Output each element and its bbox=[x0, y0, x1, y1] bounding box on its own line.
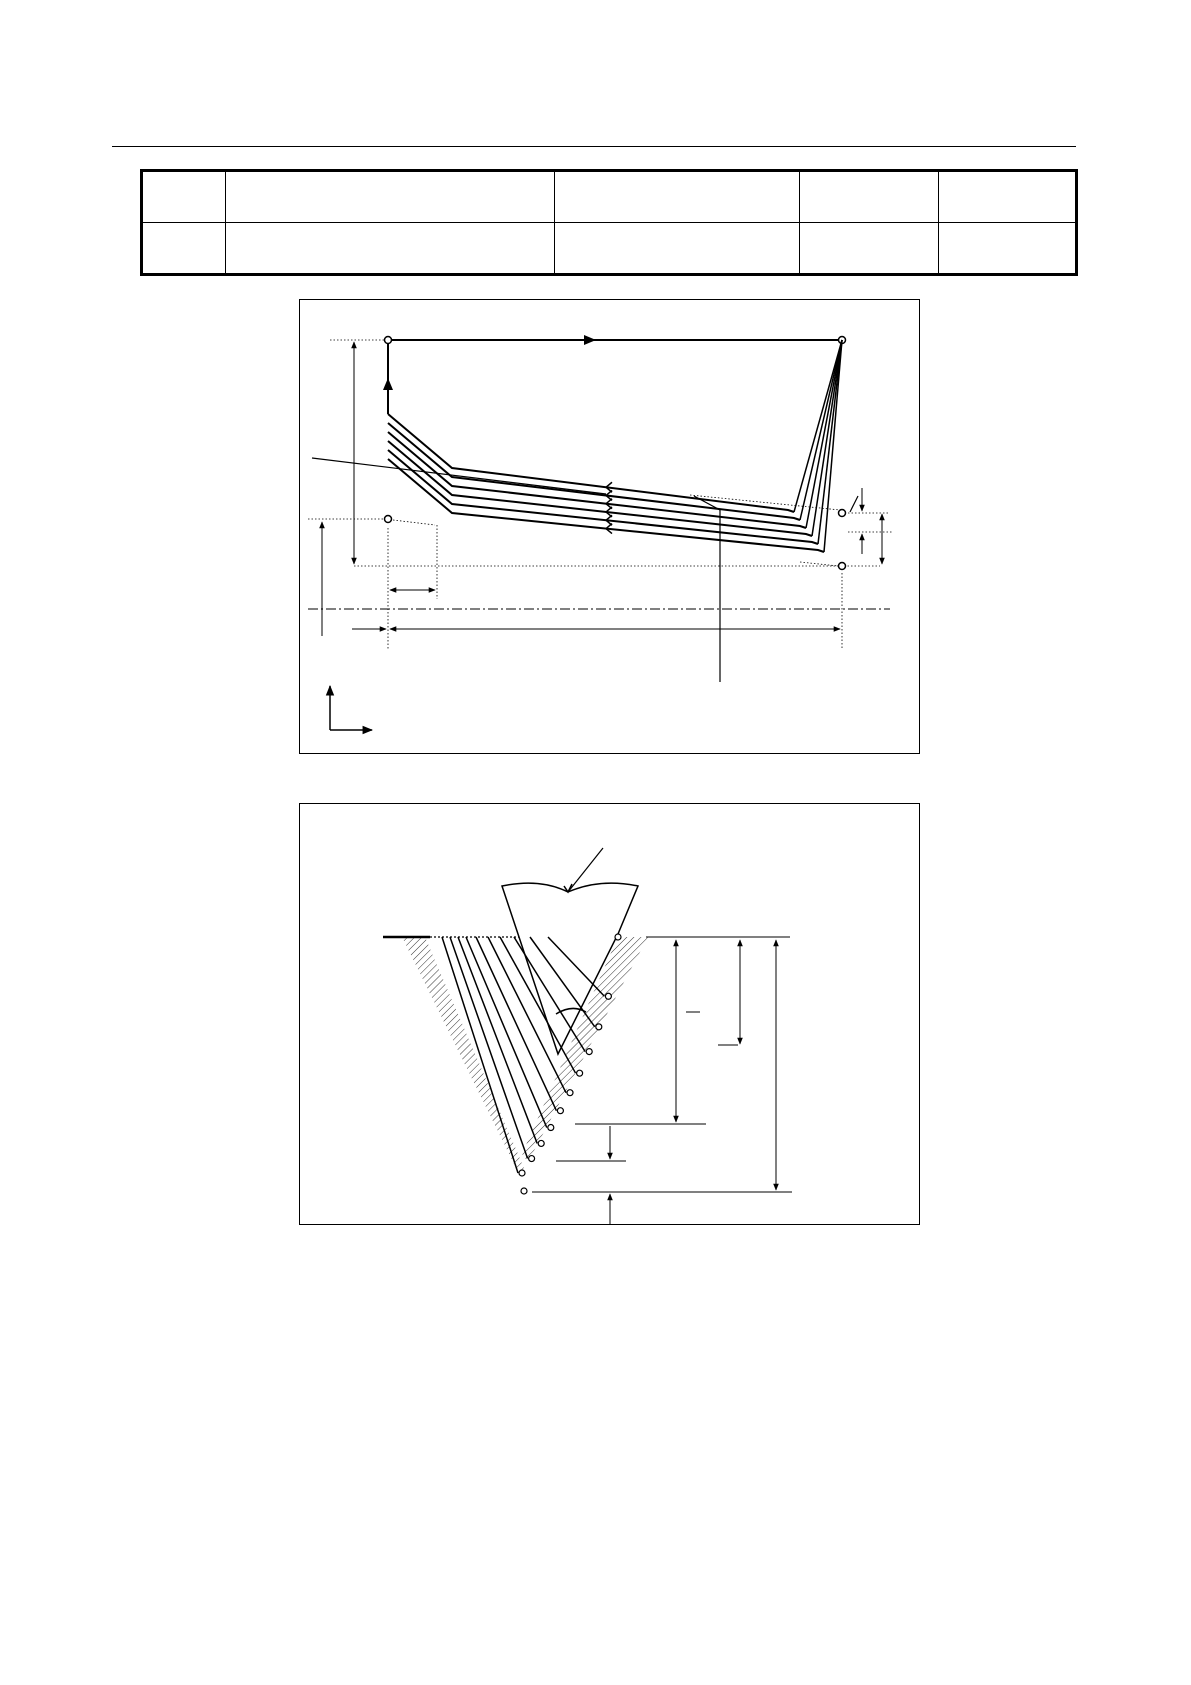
cutting-pass bbox=[388, 423, 800, 520]
cutting-passes bbox=[388, 340, 842, 552]
thread-start-point bbox=[839, 510, 846, 517]
infeed-point bbox=[577, 1070, 583, 1076]
cutting-pass bbox=[388, 414, 794, 512]
leader-lines bbox=[312, 458, 858, 682]
infeed-point bbox=[529, 1156, 535, 1162]
cutting-pass bbox=[388, 432, 806, 528]
table-cell bbox=[939, 223, 1077, 275]
infeed-line bbox=[806, 340, 842, 528]
infeed-point bbox=[605, 993, 611, 999]
thread-infeed-figure bbox=[299, 803, 920, 1225]
return-path bbox=[388, 340, 842, 414]
table-row bbox=[142, 171, 1077, 223]
table-cell bbox=[225, 171, 554, 223]
infeed-line bbox=[442, 937, 518, 1173]
table-cell bbox=[142, 223, 226, 275]
thread-infeed-diagram bbox=[300, 804, 921, 1226]
threading-cycle-figure bbox=[299, 299, 920, 754]
return-arrow-right-icon bbox=[584, 335, 596, 345]
infeed-point bbox=[596, 1024, 602, 1030]
return-arrow-up-icon bbox=[383, 378, 393, 390]
thread-root-point bbox=[521, 1188, 527, 1194]
infeed-point bbox=[567, 1090, 573, 1096]
infeed-point bbox=[538, 1140, 544, 1146]
infeed-point bbox=[548, 1125, 554, 1131]
infeed-line bbox=[812, 340, 842, 536]
cutting-pass bbox=[388, 450, 818, 544]
thread-end-point bbox=[385, 516, 392, 523]
infeed-point bbox=[557, 1108, 563, 1114]
table-cell bbox=[142, 171, 226, 223]
table-cell bbox=[799, 223, 939, 275]
table-cell bbox=[554, 223, 799, 275]
cutting-pass bbox=[388, 441, 812, 536]
axis-icon bbox=[330, 686, 372, 730]
table-cell bbox=[554, 171, 799, 223]
dimension-arrows bbox=[322, 342, 882, 636]
table-cell bbox=[939, 171, 1077, 223]
threading-cycle-diagram bbox=[300, 300, 921, 755]
table-cell bbox=[225, 223, 554, 275]
start-point-left bbox=[385, 337, 392, 344]
header-table bbox=[140, 169, 1078, 276]
header-rule bbox=[112, 146, 1076, 147]
table-row bbox=[142, 223, 1077, 275]
infeed-point bbox=[615, 934, 621, 940]
infeed-point bbox=[586, 1049, 592, 1055]
table-cell bbox=[799, 171, 939, 223]
final-pass-point bbox=[839, 563, 846, 570]
infeed-line bbox=[800, 340, 842, 520]
infeed-point bbox=[519, 1170, 525, 1176]
